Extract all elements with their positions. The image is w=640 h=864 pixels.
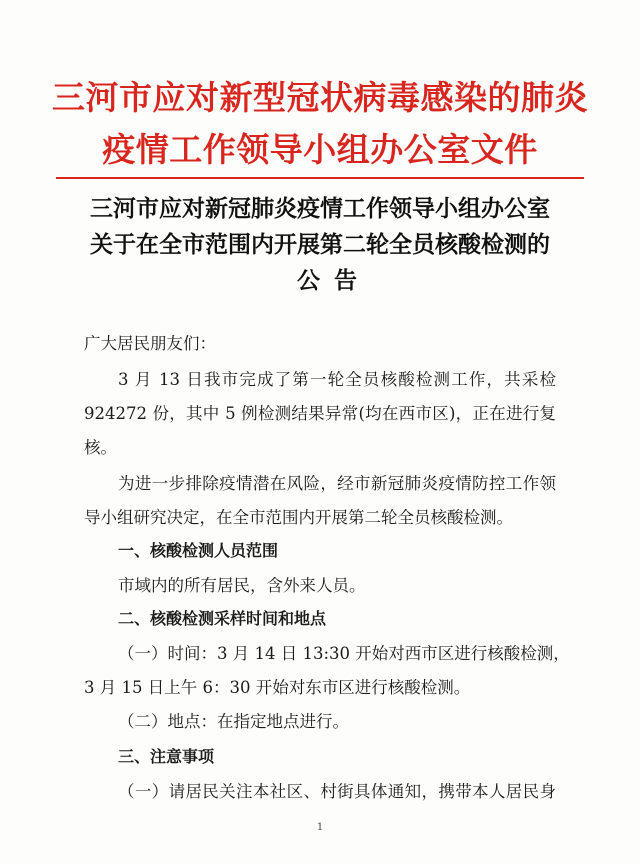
- section-heading-2: 二、核酸检测采样时间和地点: [118, 609, 327, 628]
- title-line-1: 三河市应对新冠肺炎疫情工作领导小组办公室: [90, 196, 550, 222]
- paragraph-2-line-1: 为进一步排除疫情潜在风险，经市新冠肺炎疫情防控工作领: [118, 474, 556, 493]
- section-2-item-1-line-2: 3 月 15 日上午 6：30 开始对东市区进行核酸检测。: [84, 678, 471, 697]
- section-3-item-1-line-1: （一）请居民关注本社区、村街具体通知，携带本人居民身: [118, 782, 556, 801]
- title-line-3: 公告: [297, 268, 371, 294]
- section-1-text: 市域内的所有居民，含外来人员。: [118, 576, 366, 595]
- page-number: 1: [316, 822, 324, 833]
- title-line-2: 关于在全市范围内开展第二轮全员核酸检测的: [90, 232, 550, 258]
- paragraph-1-line-1: 3 月 13 日我市完成了第一轮全员核酸检测工作，共采检: [118, 370, 556, 389]
- header-line-1: 三河市应对新型冠状病毒感染的肺炎: [52, 78, 588, 117]
- section-heading-1: 一、核酸检测人员范围: [118, 541, 279, 560]
- salutation: 广大居民朋友们：: [84, 334, 216, 353]
- section-heading-3: 三、注意事项: [118, 747, 215, 766]
- header-divider: [56, 177, 584, 179]
- paragraph-1-line-2: 924272 份，其中 5 例检测结果异常(均在西市区)，正在进行复: [84, 404, 556, 423]
- section-2-item-2: （二）地点：在指定地点进行。: [118, 712, 349, 731]
- section-2-item-1-line-1: （一）时间：3 月 14 日 13:30 开始对西市区进行核酸检测，: [118, 644, 570, 663]
- paragraph-2-line-2: 导小组研究决定，在全市范围内开展第二轮全员核酸检测。: [84, 508, 513, 527]
- header-line-2: 疫情工作领导小组办公室文件: [102, 130, 538, 169]
- paragraph-1-line-3: 核。: [84, 438, 117, 457]
